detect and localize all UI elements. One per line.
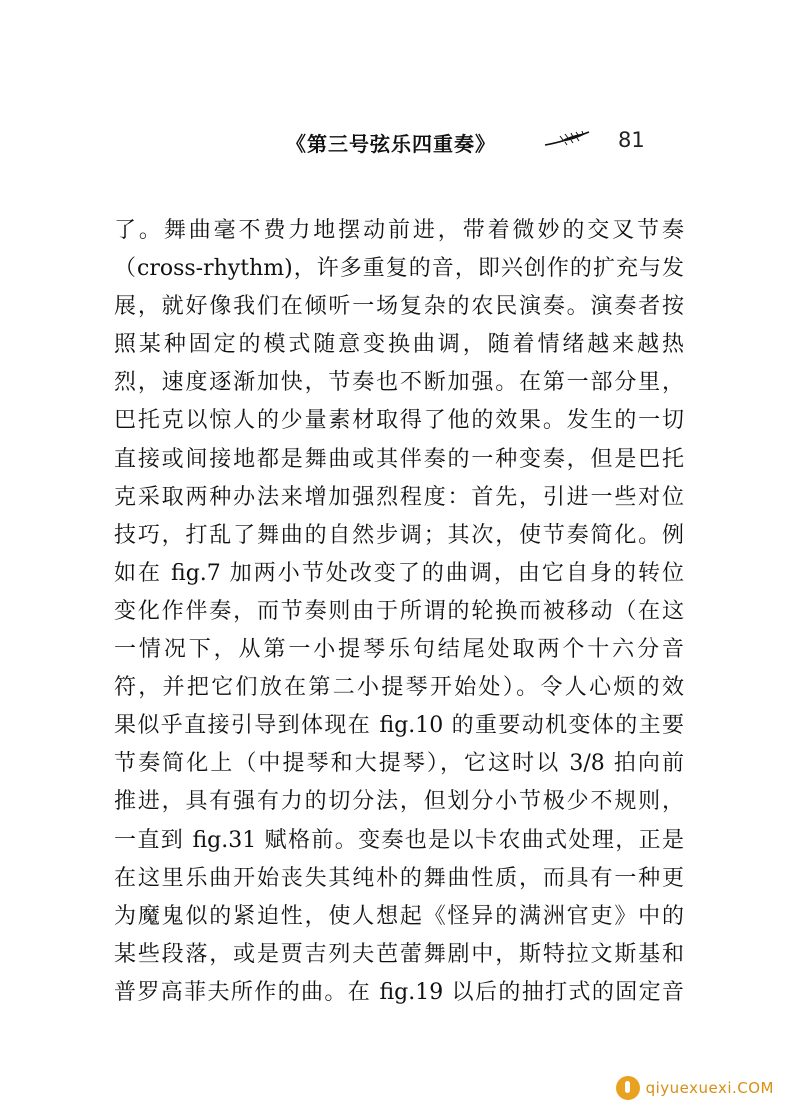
text-line: 推进，具有强有力的切分法，但划分小节极少不规则， xyxy=(114,789,684,815)
text-line: 果似乎直接引导到体现在 fig.10 的重要动机变体的主要 xyxy=(114,713,684,739)
text-line: 节奏简化上（中提琴和大提琴），它这时以 3/8 拍向前 xyxy=(114,751,684,777)
text-line: 了。舞曲毫不费力地摆动前进，带着微妙的交叉节奏 xyxy=(114,218,684,243)
text-line: 变化作伴奏，而节奏则由于所谓的轮换而被移动（在这 xyxy=(114,598,684,624)
text-line: 如在 fig.7 加两小节处改变了的曲调，由它自身的转位 xyxy=(114,560,684,586)
text-line: 照某种固定的模式随意变换曲调，随着情绪越来越热 xyxy=(114,332,684,358)
text-line: 直接或间接地都是舞曲或其伴奏的一种变奏，但是巴托 xyxy=(114,446,684,472)
watermark-logo-icon xyxy=(616,1076,640,1100)
text-line: 烈，速度逐渐加快，节奏也不断加强。在第一部分里， xyxy=(114,370,684,396)
watermark-text: qiyuexuexi.COM xyxy=(645,1079,774,1097)
text-line: 巴托克以惊人的少量素材取得了他的效果。发生的一切 xyxy=(114,408,684,434)
text-line: 在这里乐曲开始丧失其纯朴的舞曲性质，而具有一种更 xyxy=(114,865,684,891)
body-paragraph xyxy=(114,212,684,1012)
running-header xyxy=(0,126,794,160)
text-line: 一情况下，从第一小提琴乐句结尾处取两个十六分音 xyxy=(114,637,684,663)
text-line: （cross-rhythm)，许多重复的音，即兴创作的扩充与发 xyxy=(114,256,684,282)
text-line: 为魔鬼似的紧迫性，使人想起《怪异的满洲官吏》中的 xyxy=(114,903,684,929)
text-line: 某些段落，或是贾吉列夫芭蕾舞剧中，斯特拉文斯基和 xyxy=(114,941,684,967)
running-header-title: 《第三号弦乐四重奏》 xyxy=(286,132,496,156)
text-line: 普罗高菲夫所作的曲。在 fig.19 以后的抽打式的固定音 xyxy=(114,979,684,1005)
text-line: 技巧，打乱了舞曲的自然步调；其次，使节奏简化。例 xyxy=(114,522,684,548)
text-line: 克采取两种办法来增加强烈程度：首先，引进一些对位 xyxy=(114,484,684,510)
page-number: 81 xyxy=(618,128,645,152)
text-line: 符，并把它们放在第二小提琴开始处）。令人心烦的效 xyxy=(114,675,684,701)
text-line: 展，就好像我们在倾听一场复杂的农民演奏。演奏者按 xyxy=(114,294,684,320)
site-watermark xyxy=(616,1076,774,1100)
text-line: 一直到 fig.31 赋格前。变奏也是以卡农曲式处理，正是 xyxy=(114,827,684,853)
feather-quill-icon xyxy=(543,128,595,150)
